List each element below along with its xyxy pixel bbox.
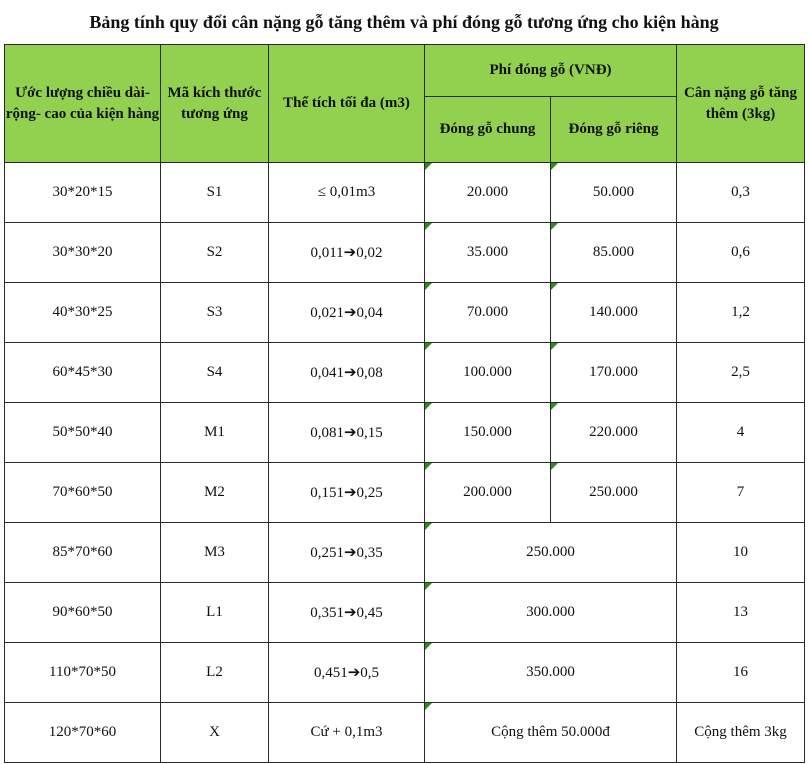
cell-size-code: M3 (161, 523, 269, 583)
table-row (5, 403, 805, 463)
cell-max-volume: 0,021➔0,04 (269, 283, 425, 343)
cell-added-weight: 10 (677, 523, 805, 583)
cell-fee-private: 250.000 (551, 463, 677, 523)
cell-fee-shared: 100.000 (425, 343, 551, 403)
cell-added-weight: 0,6 (677, 223, 805, 283)
cell-added-weight: 13 (677, 583, 805, 643)
header-size-code: Mã kích thước tương ứng (161, 45, 269, 163)
cell-dimensions: 110*70*50 (5, 643, 161, 703)
cell-dimensions: 70*60*50 (5, 463, 161, 523)
header-added-weight: Cân nặng gỗ tăng thêm (3kg) (677, 45, 805, 163)
cell-size-code: M2 (161, 463, 269, 523)
cell-added-weight: 2,5 (677, 343, 805, 403)
header-fee-private: Đóng gỗ riêng (551, 97, 677, 163)
cell-max-volume: 0,011➔0,02 (269, 223, 425, 283)
cell-dimensions: 85*70*60 (5, 523, 161, 583)
table-row (5, 223, 805, 283)
cell-size-code: S2 (161, 223, 269, 283)
table-header (5, 45, 805, 163)
cell-packing-fee: Cộng thêm 50.000đ (425, 703, 677, 763)
cell-dimensions: 50*50*40 (5, 403, 161, 463)
cell-added-weight: 1,2 (677, 283, 805, 343)
wood-packing-table (4, 44, 805, 763)
cell-dimensions: 30*20*15 (5, 163, 161, 223)
cell-added-weight: 16 (677, 643, 805, 703)
table-row (5, 163, 805, 223)
cell-max-volume: ≤ 0,01m3 (269, 163, 425, 223)
cell-dimensions: 60*45*30 (5, 343, 161, 403)
cell-size-code: L1 (161, 583, 269, 643)
table-body (5, 163, 805, 763)
cell-max-volume: Cứ + 0,1m3 (269, 703, 425, 763)
cell-size-code: S3 (161, 283, 269, 343)
cell-size-code: X (161, 703, 269, 763)
cell-packing-fee: 300.000 (425, 583, 677, 643)
cell-fee-private: 170.000 (551, 343, 677, 403)
cell-fee-shared: 200.000 (425, 463, 551, 523)
table-row (5, 643, 805, 703)
cell-dimensions: 30*30*20 (5, 223, 161, 283)
table-row (5, 463, 805, 523)
table-row (5, 583, 805, 643)
cell-fee-shared: 150.000 (425, 403, 551, 463)
cell-dimensions: 90*60*50 (5, 583, 161, 643)
table-row (5, 283, 805, 343)
cell-fee-private: 85.000 (551, 223, 677, 283)
cell-added-weight: 4 (677, 403, 805, 463)
header-fee-shared: Đóng gỗ chung (425, 97, 551, 163)
header-max-volume: Thể tích tối đa (m3) (269, 45, 425, 163)
cell-size-code: S4 (161, 343, 269, 403)
cell-max-volume: 0,151➔0,25 (269, 463, 425, 523)
cell-fee-shared: 35.000 (425, 223, 551, 283)
cell-max-volume: 0,251➔0,35 (269, 523, 425, 583)
cell-size-code: L2 (161, 643, 269, 703)
table-row (5, 343, 805, 403)
cell-max-volume: 0,451➔0,5 (269, 643, 425, 703)
cell-added-weight: Cộng thêm 3kg (677, 703, 805, 763)
cell-fee-private: 50.000 (551, 163, 677, 223)
cell-fee-private: 220.000 (551, 403, 677, 463)
cell-max-volume: 0,081➔0,15 (269, 403, 425, 463)
cell-added-weight: 7 (677, 463, 805, 523)
page-title: Bảng tính quy đổi cân nặng gỗ tăng thêm và phí đóng gỗ tương ứng cho kiện hàng (89, 11, 719, 32)
cell-packing-fee: 250.000 (425, 523, 677, 583)
table-row (5, 703, 805, 763)
cell-max-volume: 0,041➔0,08 (269, 343, 425, 403)
table-row (5, 523, 805, 583)
cell-added-weight: 0,3 (677, 163, 805, 223)
cell-packing-fee: 350.000 (425, 643, 677, 703)
cell-max-volume: 0,351➔0,45 (269, 583, 425, 643)
cell-fee-private: 140.000 (551, 283, 677, 343)
header-dimensions: Ước lượng chiều dài- rộng- cao của kiện hàng (5, 45, 161, 163)
cell-size-code: S1 (161, 163, 269, 223)
cell-fee-shared: 70.000 (425, 283, 551, 343)
header-packing-fee: Phí đóng gỗ (VNĐ) (425, 45, 677, 97)
cell-fee-shared: 20.000 (425, 163, 551, 223)
cell-dimensions: 120*70*60 (5, 703, 161, 763)
cell-dimensions: 40*30*25 (5, 283, 161, 343)
cell-size-code: M1 (161, 403, 269, 463)
